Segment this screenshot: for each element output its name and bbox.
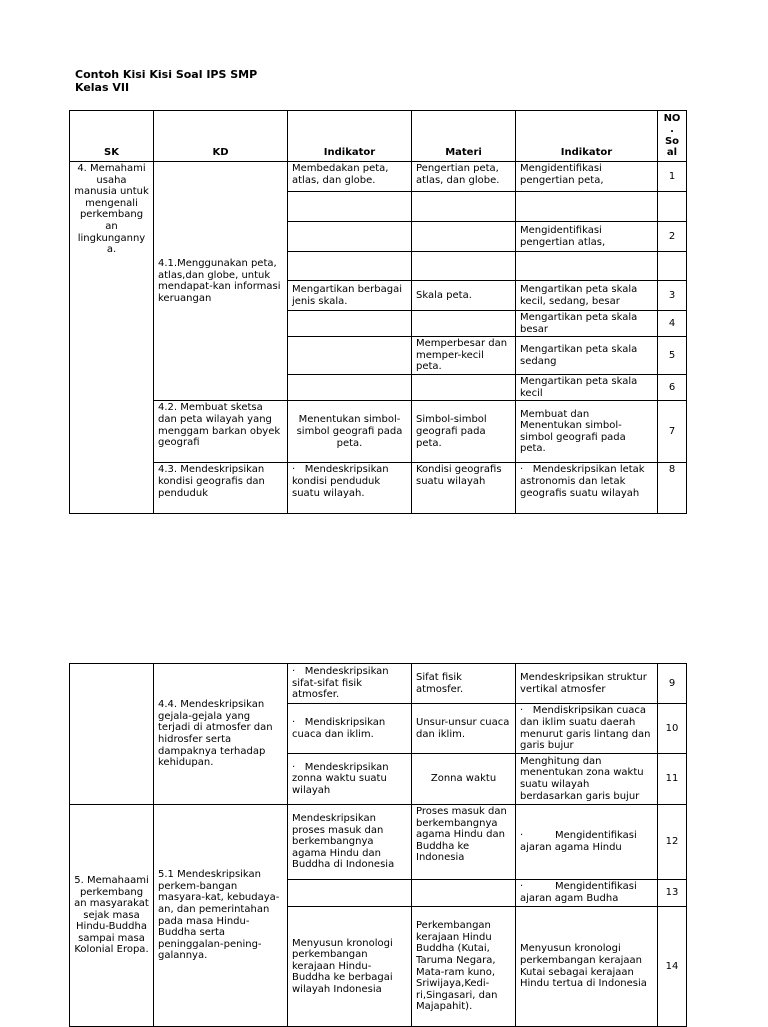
materi-cell: Zonna waktu (412, 754, 516, 805)
indikator-soal-cell: · Mendiskripsikan cuaca dan iklim suatu daerah menurut garis lintang dan garis bujur (516, 704, 658, 754)
table-row (70, 805, 687, 880)
table-row (70, 463, 687, 514)
header-kd: KD (154, 111, 288, 162)
materi-cell: Pengertian peta, atlas, dan globe. (412, 162, 516, 192)
no-soal-cell: 11 (658, 754, 687, 805)
no-soal-cell: 14 (658, 907, 687, 1027)
indikator-cell: Mendeskripsikan proses masuk dan berkembangnya agama Hindu dan Buddha di Indonesia (288, 805, 412, 880)
header-indikator: Indikator (288, 111, 412, 162)
indikator-soal-cell: Mengidentifikasi pengertian atlas, (516, 222, 658, 252)
indikator-soal-cell: · Mendeskripsikan letak astronomis dan letak geografis suatu wilayah (516, 463, 658, 514)
no-soal-cell: 9 (658, 664, 687, 704)
kisi-table-2 (69, 663, 687, 1027)
header-sk: SK (70, 111, 154, 162)
materi-cell: Kondisi geografis suatu wilayah (412, 463, 516, 514)
materi-cell: Sifat fisik atmosfer. (412, 664, 516, 704)
header-indikator-soal: Indikator (516, 111, 658, 162)
materi-cell: Unsur-unsur cuaca dan iklim. (412, 704, 516, 754)
kd-cell: 5.1 Mendeskripsikan perkem-bangan masyara-kat, kebudaya-an, dan pemerintahan pada masa Hindu-Buddha serta peninggalan-pening-galannya. (154, 805, 288, 1027)
no-soal-cell: 13 (658, 880, 687, 907)
indikator-soal-cell: Mengartikan peta skala kecil, sedang, besar (516, 281, 658, 311)
indikator-soal-cell: · Mengidentifikasi ajaran agama Hindu (516, 805, 658, 880)
no-soal-cell: 6 (658, 375, 687, 401)
page-title (75, 68, 257, 94)
indikator-cell: · Mendeskripsikan kondisi penduduk suatu wilayah. (288, 463, 412, 514)
no-soal-cell: 7 (658, 401, 687, 463)
table-row (70, 162, 687, 192)
table-row (70, 401, 687, 463)
indikator-soal-cell: Mengidentifikasi pengertian peta, (516, 162, 658, 192)
indikator-soal-cell: · Mengidentifikasi ajaran agam Budha (516, 880, 658, 907)
kd-cell: 4.2. Membuat sketsa dan peta wilayah yang menggam barkan obyek geografi (154, 401, 288, 463)
indikator-soal-cell: Menghitung dan menentukan zona waktu suatu wilayah berdasarkan garis bujur (516, 754, 658, 805)
sk-cell: 4. Memahami usaha manusia untuk mengenali perkembang an lingkunganny a. (70, 162, 154, 514)
materi-cell: Perkembangan kerajaan Hindu Buddha (Kutai, Taruma Negara, Mata-ram kuno, Sriwijaya,Kedi-ri,Singasari, dan Majapahit). (412, 907, 516, 1027)
indikator-cell: Menentukan simbol-simbol geografi pada peta. (288, 401, 412, 463)
indikator-cell: Mengartikan berbagai jenis skala. (288, 281, 412, 311)
table-row (70, 664, 687, 704)
kd-cell: 4.4. Mendeskripsikan gejala-gejala yang terjadi di atmosfer dan hidrosfer serta dampaknya terhadap kehidupan. (154, 664, 288, 805)
title-line-2: Kelas VII (75, 81, 130, 94)
kd-cell: 4.1.Menggunakan peta, atlas,dan globe, untuk mendapat-kan informasi keruangan (154, 162, 288, 401)
no-soal-cell: 8 (658, 463, 687, 514)
no-soal-cell: 3 (658, 281, 687, 311)
kisi-table-1 (69, 110, 687, 514)
kd-cell: 4.3. Mendeskripsikan kondisi geografis dan penduduk (154, 463, 288, 514)
indikator-soal-cell: Mengartikan peta skala sedang (516, 337, 658, 375)
header-no-soal: NO . So al (658, 111, 687, 162)
indikator-cell: Membedakan peta, atlas, dan globe. (288, 162, 412, 192)
no-soal-cell: 5 (658, 337, 687, 375)
materi-cell: Skala peta. (412, 281, 516, 311)
sk-cell: 5. Memahaami perkembang an masyarakat sejak masa Hindu-Buddha sampai masa Kolonial Eropa. (70, 805, 154, 1027)
indikator-cell: · Mendeskripsikan zonna waktu suatu wilayah (288, 754, 412, 805)
title-line-1: Contoh Kisi Kisi Soal IPS SMP (75, 68, 258, 81)
no-soal-cell: 4 (658, 311, 687, 337)
indikator-soal-cell: Membuat dan Menentukan simbol-simbol geografi pada peta. (516, 401, 658, 463)
materi-cell: Memperbesar dan memper-kecil peta. (412, 337, 516, 375)
indikator-soal-cell: Mengartikan peta skala besar (516, 311, 658, 337)
materi-cell: Proses masuk dan berkembangnya agama Hindu dan Buddha ke Indonesia (412, 805, 516, 880)
indikator-soal-cell: Mendeskripsikan struktur vertikal atmosfer (516, 664, 658, 704)
no-soal-cell: 10 (658, 704, 687, 754)
indikator-cell: · Mendeskripsikan sifat-sifat fisik atmosfer. (288, 664, 412, 704)
indikator-soal-cell: Mengartikan peta skala kecil (516, 375, 658, 401)
no-soal-cell: 12 (658, 805, 687, 880)
materi-cell: Simbol-simbol geografi pada peta. (412, 401, 516, 463)
header-materi: Materi (412, 111, 516, 162)
table-header-row (70, 111, 687, 162)
no-soal-cell: 1 (658, 162, 687, 192)
indikator-cell: Menyusun kronologi perkembangan kerajaan Hindu-Buddha ke berbagai wilayah Indonesia (288, 907, 412, 1027)
indikator-soal-cell: Menyusun kronologi perkembangan kerajaan Kutai sebagai kerajaan Hindu tertua di Indonesia (516, 907, 658, 1027)
no-soal-cell: 2 (658, 222, 687, 252)
indikator-cell: · Mendiskripsikan cuaca dan iklim. (288, 704, 412, 754)
